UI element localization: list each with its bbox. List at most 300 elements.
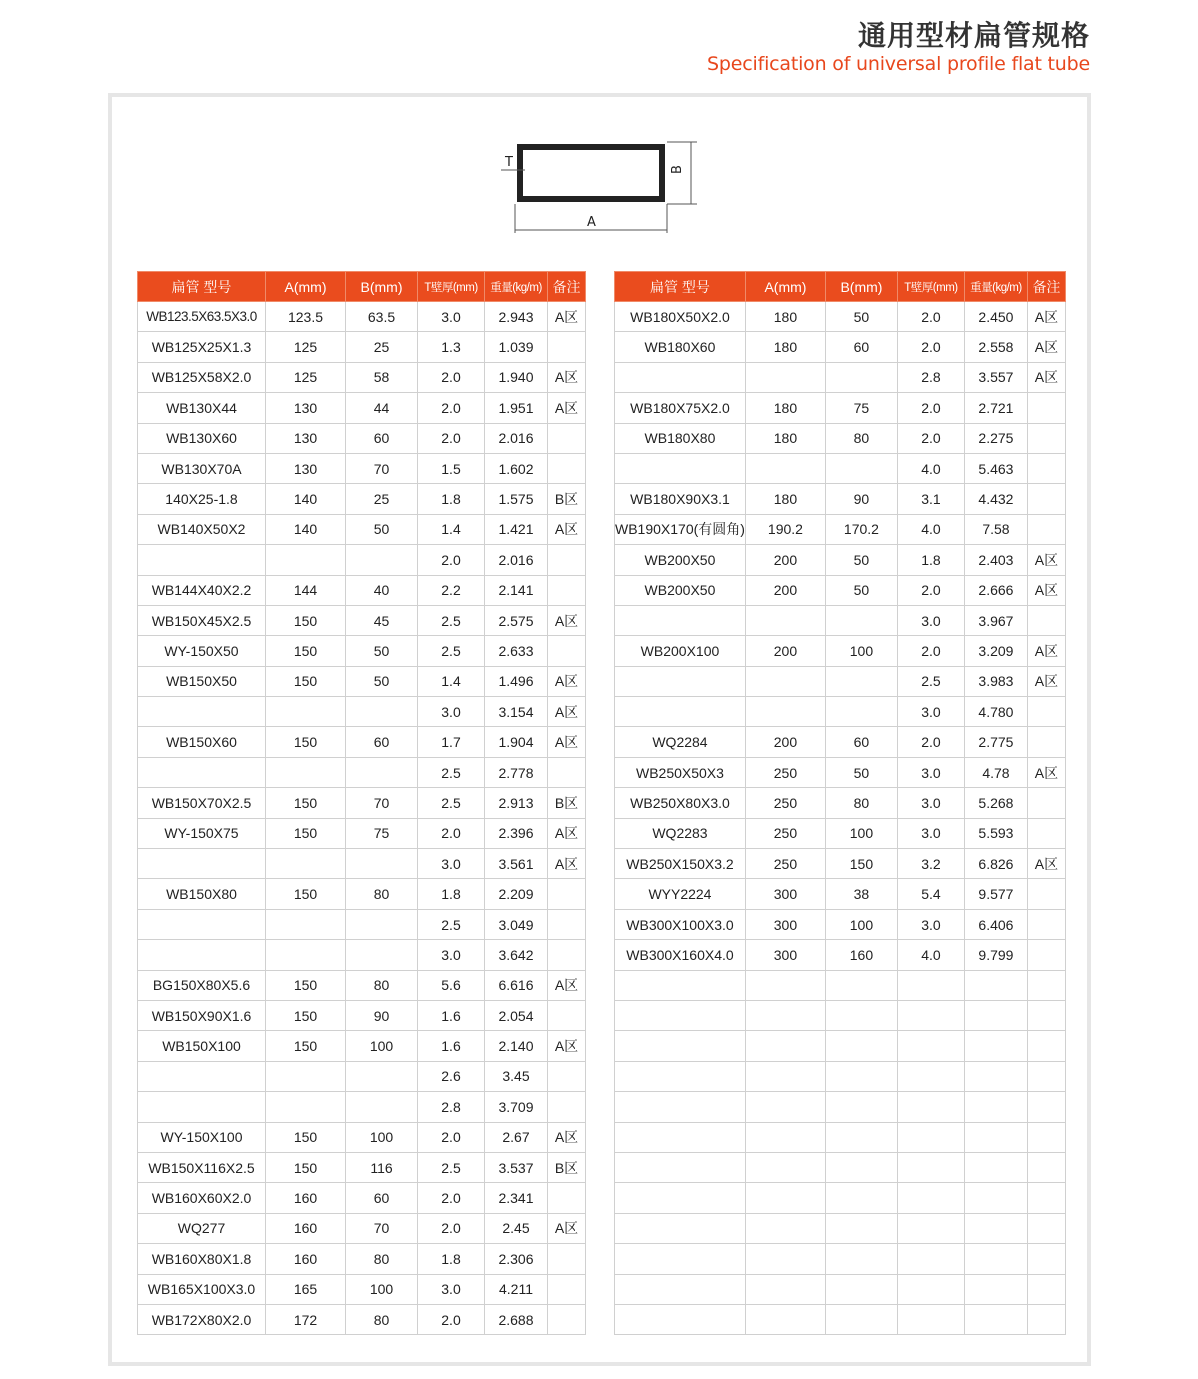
cell-thickness: 4.0 xyxy=(897,940,964,970)
cell-note: A区 xyxy=(1027,332,1065,362)
cell-thickness: 2.0 xyxy=(418,1183,485,1213)
cell-thickness: 2.0 xyxy=(897,302,964,332)
cell-a xyxy=(266,757,346,787)
table-row xyxy=(615,1092,1066,1122)
cell-a: 200 xyxy=(745,636,825,666)
cell-thickness: 1.7 xyxy=(418,727,485,757)
cell-thickness: 1.6 xyxy=(418,1031,485,1061)
cell-thickness: 3.0 xyxy=(897,788,964,818)
cell-note xyxy=(1027,697,1065,727)
cell-b xyxy=(825,1183,897,1213)
cell-note: A区 xyxy=(548,393,586,423)
cell-b: 60 xyxy=(825,332,897,362)
cell-model: WB165X100X3.0 xyxy=(138,1274,266,1304)
table-row xyxy=(615,514,1066,544)
cell-note xyxy=(1027,1274,1065,1304)
cell-b: 25 xyxy=(346,332,418,362)
cell-model: WQ2283 xyxy=(615,818,746,848)
cell-model: 140X25-1.8 xyxy=(138,484,266,514)
cell-model: WB180X60 xyxy=(615,332,746,362)
cell-b xyxy=(825,362,897,392)
cell-b: 50 xyxy=(825,757,897,787)
cell-thickness: 2.5 xyxy=(897,666,964,696)
cell-b xyxy=(825,453,897,483)
cell-a: 150 xyxy=(266,636,346,666)
cell-thickness: 3.0 xyxy=(418,940,485,970)
cell-weight: 1.496 xyxy=(485,666,548,696)
cell-note xyxy=(548,423,586,453)
cell-a xyxy=(745,362,825,392)
cell-thickness: 3.0 xyxy=(897,757,964,787)
cell-model xyxy=(138,697,266,727)
table-row xyxy=(615,1152,1066,1182)
cell-note: A区 xyxy=(548,1031,586,1061)
cell-a: 180 xyxy=(745,423,825,453)
cell-note xyxy=(1027,879,1065,909)
cell-thickness: 2.0 xyxy=(897,575,964,605)
cell-a xyxy=(266,1061,346,1091)
cell-weight: 1.904 xyxy=(485,727,548,757)
cell-thickness: 2.0 xyxy=(418,818,485,848)
cell-b xyxy=(825,1213,897,1243)
table-row xyxy=(138,788,586,818)
cell-b xyxy=(825,1061,897,1091)
cell-model: WB150X45X2.5 xyxy=(138,605,266,635)
cell-b xyxy=(825,605,897,635)
cell-model: WB150X90X1.6 xyxy=(138,1000,266,1030)
cell-a: 160 xyxy=(266,1213,346,1243)
cell-weight: 1.421 xyxy=(485,514,548,544)
table-row xyxy=(138,453,586,483)
cell-weight xyxy=(964,1031,1027,1061)
table-row xyxy=(615,879,1066,909)
cell-a: 130 xyxy=(266,393,346,423)
cell-b xyxy=(825,1304,897,1334)
cell-thickness xyxy=(897,1304,964,1334)
cell-a xyxy=(745,697,825,727)
cell-weight xyxy=(964,1152,1027,1182)
cell-note: A区 xyxy=(1027,575,1065,605)
table-row xyxy=(615,362,1066,392)
cell-note: A区 xyxy=(548,849,586,879)
table-row xyxy=(615,423,1066,453)
cell-b: 70 xyxy=(346,453,418,483)
cell-b: 100 xyxy=(825,909,897,939)
table-row xyxy=(138,666,586,696)
cell-model xyxy=(615,1274,746,1304)
col-note: 备注 xyxy=(548,272,586,302)
cell-b: 50 xyxy=(825,575,897,605)
cell-a: 130 xyxy=(266,453,346,483)
cell-b: 60 xyxy=(346,1183,418,1213)
cell-thickness: 2.0 xyxy=(418,1304,485,1334)
cell-weight xyxy=(964,1244,1027,1274)
cell-weight: 2.450 xyxy=(964,302,1027,332)
cell-model xyxy=(615,362,746,392)
dimension-a-label: A xyxy=(587,215,596,230)
cell-model: WB150X50 xyxy=(138,666,266,696)
cell-note: A区 xyxy=(548,666,586,696)
cell-weight: 2.688 xyxy=(485,1304,548,1334)
cell-note: A区 xyxy=(548,302,586,332)
table-row xyxy=(615,1061,1066,1091)
cell-a xyxy=(266,909,346,939)
cell-thickness: 2.5 xyxy=(418,1152,485,1182)
cell-note xyxy=(1027,1000,1065,1030)
cell-thickness: 4.0 xyxy=(897,514,964,544)
cell-model: WB150X60 xyxy=(138,727,266,757)
cell-a xyxy=(745,1244,825,1274)
table-row xyxy=(138,1122,586,1152)
cell-a: 172 xyxy=(266,1304,346,1334)
cell-model xyxy=(615,1031,746,1061)
cell-model: BG150X80X5.6 xyxy=(138,970,266,1000)
col-weight: 重量(kg/m) xyxy=(964,272,1027,302)
cell-note: A区 xyxy=(1027,636,1065,666)
col-weight: 重量(kg/m) xyxy=(485,272,548,302)
table-row xyxy=(138,1183,586,1213)
cell-a xyxy=(266,940,346,970)
cell-model: WY-150X75 xyxy=(138,818,266,848)
cell-thickness: 1.8 xyxy=(418,879,485,909)
cell-weight: 1.039 xyxy=(485,332,548,362)
cell-weight: 2.721 xyxy=(964,393,1027,423)
cell-a xyxy=(745,1152,825,1182)
cell-model: WB150X70X2.5 xyxy=(138,788,266,818)
cell-b xyxy=(346,909,418,939)
cell-model xyxy=(615,666,746,696)
table-row xyxy=(138,757,586,787)
table-row xyxy=(138,1000,586,1030)
table-row xyxy=(138,1061,586,1091)
cell-weight: 2.943 xyxy=(485,302,548,332)
cell-a: 200 xyxy=(745,727,825,757)
cell-b: 75 xyxy=(346,818,418,848)
cell-b xyxy=(825,1274,897,1304)
cell-note xyxy=(548,1274,586,1304)
cell-note xyxy=(548,757,586,787)
cell-a xyxy=(745,666,825,696)
cell-b: 150 xyxy=(825,849,897,879)
cell-a: 250 xyxy=(745,757,825,787)
cell-a: 300 xyxy=(745,909,825,939)
table-row xyxy=(615,757,1066,787)
cell-a: 150 xyxy=(266,1031,346,1061)
table-row xyxy=(615,332,1066,362)
cell-model xyxy=(615,970,746,1000)
cell-b: 63.5 xyxy=(346,302,418,332)
cell-model: WQ2284 xyxy=(615,727,746,757)
table-row xyxy=(138,423,586,453)
cell-model: WB160X80X1.8 xyxy=(138,1244,266,1274)
col-thickness: T壁厚(mm) xyxy=(418,272,485,302)
table-row xyxy=(138,818,586,848)
cell-thickness: 2.6 xyxy=(418,1061,485,1091)
cell-model: WB200X50 xyxy=(615,575,746,605)
cell-model: WB140X50X2 xyxy=(138,514,266,544)
col-thickness: T壁厚(mm) xyxy=(897,272,964,302)
cell-thickness: 3.0 xyxy=(418,1274,485,1304)
table-row xyxy=(615,1031,1066,1061)
cell-model: WYY2224 xyxy=(615,879,746,909)
cell-note xyxy=(548,1183,586,1213)
cell-weight: 9.577 xyxy=(964,879,1027,909)
cell-model xyxy=(615,1244,746,1274)
cell-model xyxy=(615,1304,746,1334)
cell-b: 50 xyxy=(825,545,897,575)
cell-model xyxy=(615,605,746,635)
cell-note: A区 xyxy=(548,514,586,544)
table-row xyxy=(615,636,1066,666)
cell-thickness: 2.0 xyxy=(897,636,964,666)
table-row xyxy=(615,970,1066,1000)
cell-note: A区 xyxy=(1027,362,1065,392)
cell-thickness: 1.3 xyxy=(418,332,485,362)
cell-model: WB172X80X2.0 xyxy=(138,1304,266,1334)
cell-thickness: 2.5 xyxy=(418,757,485,787)
cell-weight: 2.141 xyxy=(485,575,548,605)
table-row xyxy=(138,302,586,332)
cell-model: WB180X80 xyxy=(615,423,746,453)
cell-b: 100 xyxy=(346,1122,418,1152)
cell-weight: 2.775 xyxy=(964,727,1027,757)
cell-a: 140 xyxy=(266,514,346,544)
table-row xyxy=(615,1274,1066,1304)
col-b: B(mm) xyxy=(346,272,418,302)
cell-a: 125 xyxy=(266,332,346,362)
tube-inner-hollow xyxy=(523,150,659,196)
table-row xyxy=(138,605,586,635)
cell-b: 80 xyxy=(346,1244,418,1274)
page-title: 通用型材扁管规格 xyxy=(857,19,1090,52)
cell-thickness xyxy=(897,1213,964,1243)
cell-note xyxy=(1027,393,1065,423)
cell-weight: 1.951 xyxy=(485,393,548,423)
table-row xyxy=(138,1213,586,1243)
table-row xyxy=(138,1031,586,1061)
table-row xyxy=(615,697,1066,727)
cell-note xyxy=(1027,1244,1065,1274)
cell-note xyxy=(548,1061,586,1091)
cell-thickness xyxy=(897,1000,964,1030)
table-row xyxy=(615,575,1066,605)
cell-b: 50 xyxy=(825,302,897,332)
cell-b: 44 xyxy=(346,393,418,423)
cell-weight: 2.140 xyxy=(485,1031,548,1061)
cell-weight: 3.154 xyxy=(485,697,548,727)
cell-a: 150 xyxy=(266,970,346,1000)
cell-a: 300 xyxy=(745,879,825,909)
cell-note: B区 xyxy=(548,788,586,818)
cell-b xyxy=(346,940,418,970)
cell-a xyxy=(745,1061,825,1091)
cell-note xyxy=(1027,453,1065,483)
table-row xyxy=(138,1244,586,1274)
table-row xyxy=(138,909,586,939)
table-row xyxy=(615,1183,1066,1213)
cell-model: WB130X44 xyxy=(138,393,266,423)
cell-weight xyxy=(964,1213,1027,1243)
cell-thickness: 5.6 xyxy=(418,970,485,1000)
cell-weight: 2.575 xyxy=(485,605,548,635)
cell-a xyxy=(266,697,346,727)
cell-weight: 5.593 xyxy=(964,818,1027,848)
cell-a: 250 xyxy=(745,788,825,818)
cell-note xyxy=(1027,788,1065,818)
cell-thickness xyxy=(897,1061,964,1091)
cell-a: 160 xyxy=(266,1183,346,1213)
cell-thickness: 1.4 xyxy=(418,514,485,544)
cell-thickness: 2.0 xyxy=(897,332,964,362)
cell-b: 45 xyxy=(346,605,418,635)
cell-note xyxy=(548,332,586,362)
cell-note xyxy=(548,1304,586,1334)
table-row xyxy=(138,484,586,514)
table-row xyxy=(138,697,586,727)
cell-note: A区 xyxy=(1027,666,1065,696)
table-row xyxy=(138,362,586,392)
cell-a: 250 xyxy=(745,849,825,879)
cell-weight: 6.826 xyxy=(964,849,1027,879)
cell-model xyxy=(138,940,266,970)
cell-weight: 2.403 xyxy=(964,545,1027,575)
cell-model: WB150X100 xyxy=(138,1031,266,1061)
cell-weight: 3.709 xyxy=(485,1092,548,1122)
cell-a xyxy=(745,1213,825,1243)
cell-a: 180 xyxy=(745,332,825,362)
table-row xyxy=(615,788,1066,818)
cell-b xyxy=(825,1244,897,1274)
spec-table-right xyxy=(614,271,1066,1335)
cell-b: 90 xyxy=(825,484,897,514)
table-row xyxy=(138,332,586,362)
cell-thickness xyxy=(897,1183,964,1213)
cell-a xyxy=(745,1031,825,1061)
cell-b: 58 xyxy=(346,362,418,392)
table-row xyxy=(138,1152,586,1182)
cell-model xyxy=(615,453,746,483)
cell-thickness: 2.0 xyxy=(897,393,964,423)
cell-weight: 3.557 xyxy=(964,362,1027,392)
cell-b: 80 xyxy=(825,423,897,453)
cell-weight xyxy=(964,1183,1027,1213)
cell-weight: 1.602 xyxy=(485,453,548,483)
cell-b xyxy=(825,1000,897,1030)
col-model: 扁管 型号 xyxy=(615,272,746,302)
cell-model xyxy=(615,1061,746,1091)
table-row xyxy=(138,1304,586,1334)
cell-note: A区 xyxy=(1027,849,1065,879)
cell-b: 160 xyxy=(825,940,897,970)
cell-note xyxy=(548,1244,586,1274)
cell-thickness xyxy=(897,1092,964,1122)
col-a: A(mm) xyxy=(745,272,825,302)
cell-b: 80 xyxy=(346,1304,418,1334)
cell-model: WB180X50X2.0 xyxy=(615,302,746,332)
cell-weight: 2.275 xyxy=(964,423,1027,453)
cell-model xyxy=(615,1000,746,1030)
cell-a: 160 xyxy=(266,1244,346,1274)
table-row xyxy=(615,727,1066,757)
table-row xyxy=(138,514,586,544)
cell-thickness xyxy=(897,1244,964,1274)
cell-a xyxy=(745,1274,825,1304)
cell-b: 50 xyxy=(346,514,418,544)
cell-note xyxy=(1027,1213,1065,1243)
cell-model: WB300X160X4.0 xyxy=(615,940,746,970)
cell-b: 100 xyxy=(346,1274,418,1304)
table-row xyxy=(138,1274,586,1304)
cell-b: 90 xyxy=(346,1000,418,1030)
cell-a: 200 xyxy=(745,575,825,605)
cell-weight: 3.642 xyxy=(485,940,548,970)
cell-b xyxy=(346,697,418,727)
cell-b xyxy=(825,1122,897,1152)
cell-a: 300 xyxy=(745,940,825,970)
cell-weight: 4.78 xyxy=(964,757,1027,787)
cell-b: 25 xyxy=(346,484,418,514)
cell-a: 150 xyxy=(266,788,346,818)
cell-note xyxy=(1027,1092,1065,1122)
cell-a: 144 xyxy=(266,575,346,605)
cell-weight: 2.306 xyxy=(485,1244,548,1274)
cell-note xyxy=(1027,514,1065,544)
cell-thickness: 2.0 xyxy=(418,393,485,423)
cell-b: 100 xyxy=(825,818,897,848)
spec-table-left xyxy=(137,271,586,1335)
cell-thickness: 2.0 xyxy=(897,727,964,757)
cell-b: 80 xyxy=(825,788,897,818)
cell-model: WB125X25X1.3 xyxy=(138,332,266,362)
cell-weight xyxy=(964,970,1027,1000)
dimension-t-label: T xyxy=(505,155,513,170)
cell-thickness: 2.5 xyxy=(418,788,485,818)
cell-a: 150 xyxy=(266,1122,346,1152)
cell-model: WB300X100X3.0 xyxy=(615,909,746,939)
cell-note: A区 xyxy=(548,697,586,727)
cell-note xyxy=(1027,1304,1065,1334)
cell-note: A区 xyxy=(548,1122,586,1152)
cell-weight: 6.406 xyxy=(964,909,1027,939)
cell-thickness xyxy=(897,970,964,1000)
cell-note xyxy=(1027,1183,1065,1213)
cell-thickness: 3.0 xyxy=(897,697,964,727)
table-row xyxy=(615,849,1066,879)
cell-note xyxy=(548,545,586,575)
cell-model: WQ277 xyxy=(138,1213,266,1243)
table-row xyxy=(615,1000,1066,1030)
cell-a: 150 xyxy=(266,666,346,696)
cell-weight: 2.341 xyxy=(485,1183,548,1213)
cell-weight xyxy=(964,1000,1027,1030)
cell-a: 150 xyxy=(266,605,346,635)
cell-thickness: 3.0 xyxy=(897,818,964,848)
cell-weight: 2.054 xyxy=(485,1000,548,1030)
cell-b: 70 xyxy=(346,788,418,818)
cell-a: 180 xyxy=(745,393,825,423)
col-a: A(mm) xyxy=(266,272,346,302)
cell-b: 100 xyxy=(346,1031,418,1061)
cell-note xyxy=(1027,1031,1065,1061)
cell-note: A区 xyxy=(1027,302,1065,332)
cell-a: 150 xyxy=(266,879,346,909)
cell-a xyxy=(745,605,825,635)
cell-note xyxy=(548,879,586,909)
cell-note: A区 xyxy=(548,727,586,757)
table-row xyxy=(138,393,586,423)
cell-thickness: 1.4 xyxy=(418,666,485,696)
cell-b: 80 xyxy=(346,879,418,909)
